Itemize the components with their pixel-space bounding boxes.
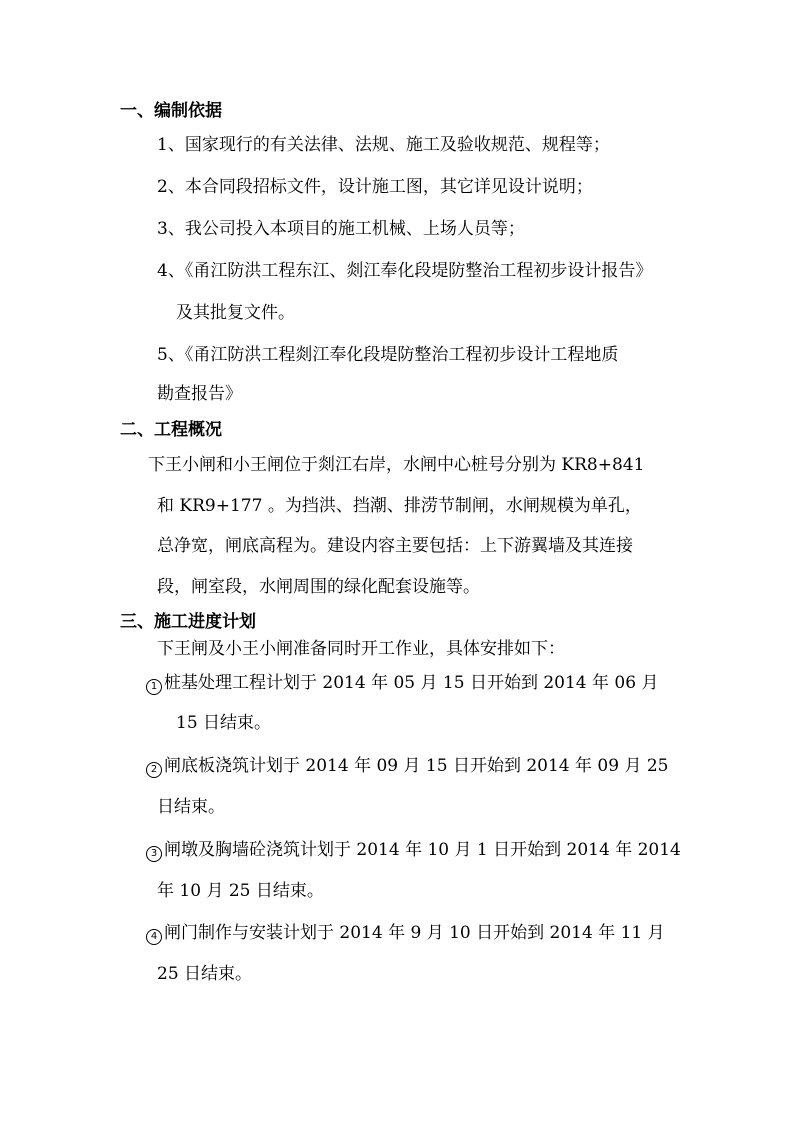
section-heading-overview: 二、工程概况 — [120, 420, 222, 440]
basis-item-4: 4、《甬江防洪工程东江、剡江奉化段堤防整治工程初步设计报告》 — [157, 261, 653, 281]
overview-line-1: 下王小闸和小王闸位于剡江右岸，水闸中心桩号分别为 KR8+841 — [148, 455, 645, 475]
circled-number-2-icon: 2 — [146, 762, 162, 778]
basis-item-2: 2、本合同段招标文件，设计施工图，其它详见设计说明； — [157, 177, 593, 197]
schedule-item-4-text: 闸门制作与安装计划于 2014 年 9 月 10 日开始到 2014 年 11 月 — [164, 923, 665, 943]
basis-item-3: 3、我公司投入本项目的施工机械、上场人员等； — [157, 219, 525, 239]
basis-item-5-cont: 勘查报告》 — [157, 384, 242, 404]
schedule-item-4-cont: 25 日结束。 — [157, 964, 253, 984]
overview-line-2: 和 KR9+177 。为挡洪、挡潮、排涝节制闸，水闸规模为单孔， — [157, 496, 642, 516]
schedule-item-1 — [146, 672, 658, 695]
schedule-item-2 — [146, 755, 669, 778]
schedule-item-2-cont: 日结束。 — [157, 797, 225, 817]
circled-number-4-icon: 4 — [146, 929, 162, 945]
overview-line-3: 总净宽，闸底高程为。建设内容主要包括：上下游翼墙及其连接 — [157, 536, 633, 556]
circled-number-1-icon: 1 — [146, 679, 162, 695]
schedule-item-4 — [146, 922, 665, 945]
circled-number-3-icon: 3 — [146, 846, 162, 862]
schedule-intro: 下王闸及小王小闸准备同时开工作业，具体安排如下： — [157, 639, 565, 659]
schedule-item-3-text: 闸墩及胸墙砼浇筑计划于 2014 年 10 月 1 日开始到 2014 年 2014 — [164, 840, 681, 860]
schedule-item-3 — [146, 839, 681, 862]
schedule-item-3-cont: 年 10 月 25 日结束。 — [157, 881, 324, 901]
schedule-item-1-cont: 15 日结束。 — [176, 713, 272, 733]
basis-item-1: 1、国家现行的有关法律、法规、施工及验收规范、规程等； — [157, 135, 610, 155]
basis-item-4-cont: 及其批复文件。 — [176, 303, 295, 323]
schedule-item-2-text: 闸底板浇筑计划于 2014 年 09 月 15 日开始到 2014 年 09 月 25 — [164, 756, 669, 776]
schedule-item-1-text: 桩基处理工程计划于 2014 年 05 月 15 日开始到 2014 年 06 月 — [164, 673, 659, 693]
overview-line-4: 段，闸室段，水闸周围的绿化配套设施等。 — [157, 577, 480, 597]
section-heading-basis: 一、编制依据 — [120, 101, 222, 121]
section-heading-schedule: 三、施工进度计划 — [120, 612, 256, 632]
basis-item-5: 5、《甬江防洪工程剡江奉化段堤防整治工程初步设计工程地质 — [157, 345, 619, 365]
